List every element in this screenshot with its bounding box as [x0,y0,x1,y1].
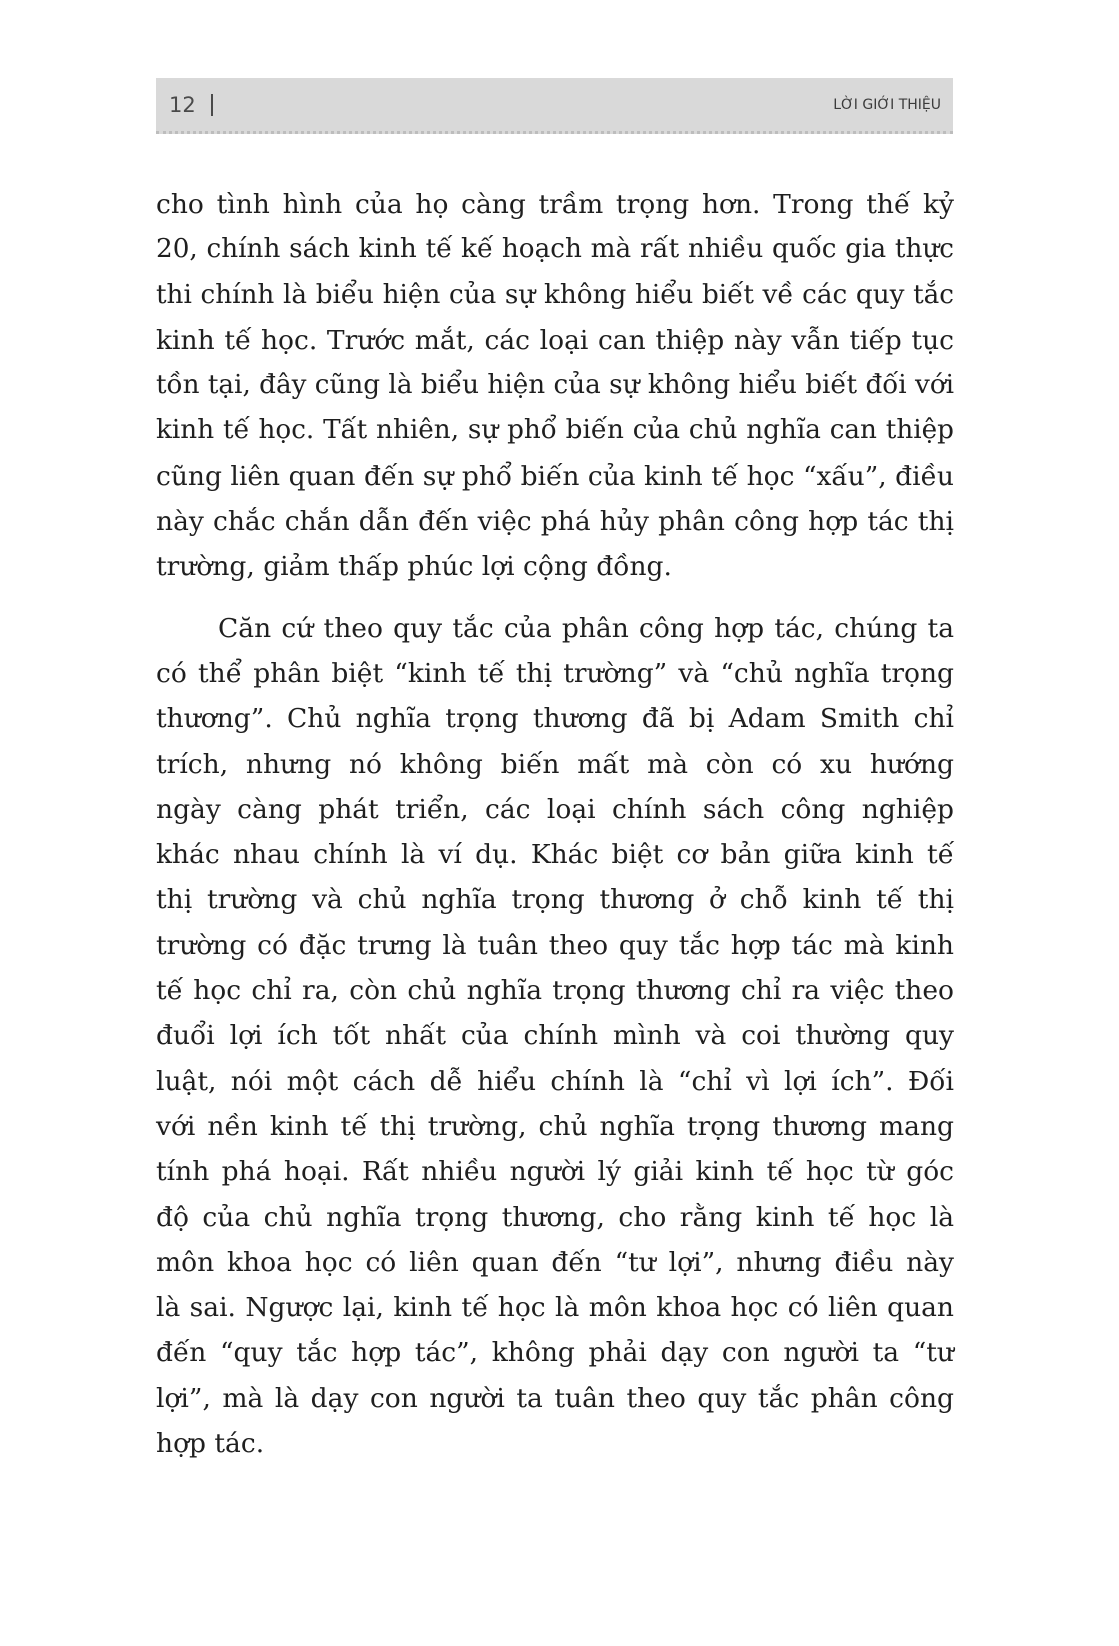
text-line: Căn cứ theo quy tắc của phân công hợp tác, chúng ta [218,612,954,644]
paragraph-gap [156,590,954,606]
text-line: với nền kinh tế thị trường, chủ nghĩa trọng thương mang [156,1110,954,1142]
running-header [156,78,953,134]
text-line: đến “quy tắc hợp tác”, không phải dạy con người ta “tư [156,1337,954,1369]
body-text [156,182,954,1466]
text-line: trích, nhưng nó không biến mất mà còn có xu hướng [156,748,954,780]
text-line: thương”. Chủ nghĩa trọng thương đã bị Adam Smith chỉ [156,703,954,735]
text-line: khác nhau chính là ví dụ. Khác biệt cơ bản giữa kinh tế [156,839,954,871]
text-line: ngày càng phát triển, các loại chính sách công nghiệp [156,793,954,825]
text-line: hợp tác. [156,1428,265,1460]
text-line: tế học chỉ ra, còn chủ nghĩa trọng thương chỉ ra việc theo [156,975,954,1007]
page-number: 12 [169,93,196,117]
header-separator [211,94,213,116]
section-title: LỜI GIỚI THIỆU [833,97,941,113]
text-line: lợi”, mà là dạy con người ta tuân theo quy tắc phân công [156,1382,954,1414]
text-line: có thể phân biệt “kinh tế thị trường” và “chủ nghĩa trọng [156,657,954,689]
text-line: trường, giảm thấp phúc lợi cộng đồng. [156,551,672,583]
text-line: thi chính là biểu hiện của sự không hiểu biết về các quy tắc [156,279,954,310]
text-line: tồn tại, đây cũng là biểu hiện của sự không hiểu biết đối với [156,370,955,401]
text-line: trường có đặc trưng là tuân theo quy tắc hợp tác mà kinh [156,929,954,961]
text-line: tính phá hoại. Rất nhiều người lý giải kinh tế học từ góc [156,1156,954,1188]
text-line: kinh tế học. Trước mắt, các loại can thiệp này vẫn tiếp tục [156,324,954,356]
text-line: đuổi lợi ích tốt nhất của chính mình và coi thường quy [156,1020,954,1052]
text-line: kinh tế học. Tất nhiên, sự phổ biến của chủ nghĩa can thiệp [156,415,954,446]
text-line: cũng liên quan đến sự phổ biến của kinh tế học “xấu”, điều [156,460,954,492]
text-line: luật, nói một cách dễ hiểu chính là “chỉ vì lợi ích”. Đối [156,1065,954,1097]
text-line: độ của chủ nghĩa trọng thương, cho rằng kinh tế học là [156,1201,954,1233]
text-line: này chắc chắn dẫn đến việc phá hủy phân công hợp tác thị [156,506,954,538]
text-line: 20, chính sách kinh tế kế hoạch mà rất nhiều quốc gia thực [156,234,954,265]
text-line: thị trường và chủ nghĩa trọng thương ở chỗ kinh tế thị [156,884,954,916]
text-line: cho tình hình của họ càng trầm trọng hơn. Trong thế kỷ [156,189,954,220]
text-line: là sai. Ngược lại, kinh tế học là môn khoa học có liên quan [156,1292,954,1324]
text-line: môn khoa học có liên quan đến “tư lợi”, nhưng điều này [156,1246,954,1278]
